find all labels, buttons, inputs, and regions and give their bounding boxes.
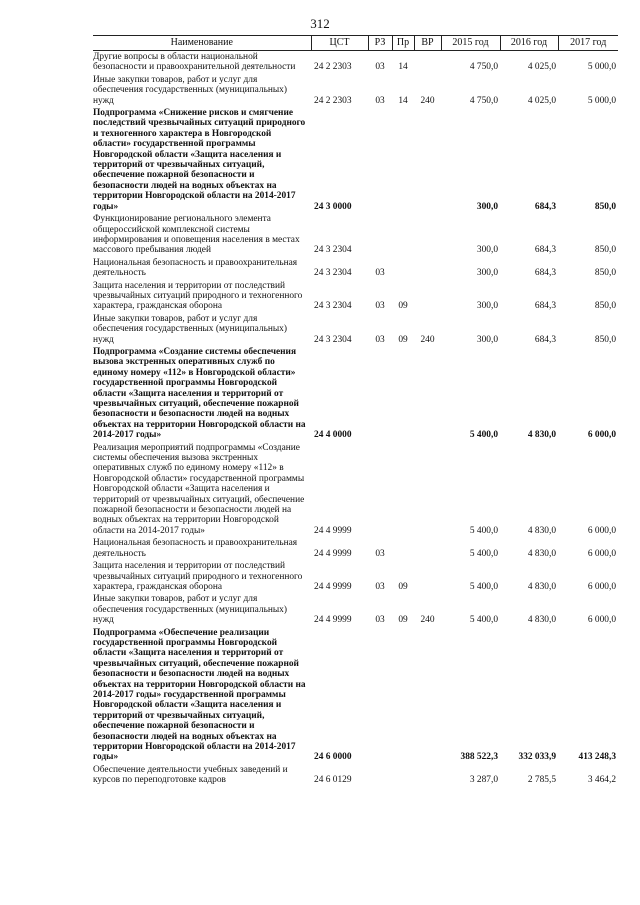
row-vr bbox=[414, 764, 441, 787]
row-pr: 14 bbox=[398, 95, 408, 106]
table-row bbox=[93, 257, 618, 280]
row-vr bbox=[414, 257, 441, 280]
row-pr: 09 bbox=[398, 301, 408, 312]
row-name: Реализация мероприятий подпрограммы «Создание системы обеспечения вызова экстренных оперативных служб по единому номеру «112» в Новгородской области» государственной программы Новгородской области «Защита населения и территорий от чрезвычайных ситуаций, обеспечение пожарной безопасности и безопасности людей на водных объектах на территории Новгородской области на 2014-2017 годы» bbox=[93, 442, 305, 536]
header-2015: 2015 год bbox=[441, 36, 500, 51]
row-pr: 09 bbox=[398, 615, 408, 626]
row-2016: 4 830,0 bbox=[527, 615, 556, 626]
row-rz: 03 bbox=[375, 268, 385, 279]
row-cst: 24 3 2304 bbox=[314, 268, 352, 279]
row-vr bbox=[414, 107, 441, 213]
row-pr bbox=[392, 537, 414, 560]
table-row bbox=[93, 537, 618, 560]
row-vr bbox=[414, 51, 441, 74]
row-vr bbox=[414, 442, 441, 538]
row-2015: 5 400,0 bbox=[469, 615, 498, 626]
row-2017: 413 248,3 bbox=[578, 752, 616, 763]
row-2015: 388 522,3 bbox=[460, 752, 498, 763]
header-2017: 2017 год bbox=[558, 36, 618, 51]
table-row bbox=[93, 107, 618, 213]
row-2015: 4 750,0 bbox=[469, 62, 498, 73]
row-cst: 24 3 2304 bbox=[314, 334, 352, 345]
row-name: Защита населения и территории от последствий чрезвычайных ситуаций природного и техногенного характера, гражданская оборона bbox=[93, 280, 303, 312]
row-pr bbox=[392, 257, 414, 280]
table-row bbox=[93, 313, 618, 346]
table-row bbox=[93, 51, 618, 74]
row-2017: 850,0 bbox=[594, 301, 616, 312]
row-name: Защита населения и территории от последствий чрезвычайных ситуаций природного и техногенного характера, гражданская оборона bbox=[93, 561, 303, 592]
table-body bbox=[93, 51, 618, 787]
row-pr bbox=[392, 213, 414, 257]
row-2016: 2 785,5 bbox=[527, 775, 556, 786]
row-name: Иные закупки товаров, работ и услуг для обеспечения государственных (муниципальных) нужд bbox=[93, 74, 287, 106]
page-number: 312 bbox=[310, 16, 330, 31]
row-pr bbox=[392, 107, 414, 213]
row-name: Функционирование регионального элемента общероссийской комплексной системы информирования и оповещения населения в местах массового пребывания людей bbox=[93, 214, 300, 256]
row-cst: 24 4 9999 bbox=[314, 615, 352, 626]
row-2015: 300,0 bbox=[476, 201, 498, 212]
header-vr: ВР bbox=[414, 36, 441, 51]
row-cst: 24 4 9999 bbox=[314, 548, 352, 559]
table-row bbox=[93, 442, 618, 538]
row-rz bbox=[368, 213, 392, 257]
row-pr bbox=[392, 764, 414, 787]
row-rz bbox=[368, 107, 392, 213]
row-name: Иные закупки товаров, работ и услуг для обеспечения государственных (муниципальных) нужд bbox=[93, 594, 287, 626]
row-2017: 6 000,0 bbox=[587, 430, 616, 441]
row-2015: 300,0 bbox=[476, 245, 498, 256]
table-row bbox=[93, 213, 618, 257]
table-row bbox=[93, 74, 618, 107]
row-pr bbox=[392, 442, 414, 538]
row-cst: 24 3 2304 bbox=[314, 301, 352, 312]
row-2017: 6 000,0 bbox=[587, 525, 616, 536]
row-vr: 240 bbox=[420, 334, 435, 345]
row-rz: 03 bbox=[375, 334, 385, 345]
row-2017: 5 000,0 bbox=[587, 62, 616, 73]
table-row bbox=[93, 560, 618, 593]
row-2017: 6 000,0 bbox=[587, 615, 616, 626]
row-name: Другие вопросы в области национальной безопасности и правоохранительной деятельности bbox=[93, 52, 296, 73]
row-vr bbox=[414, 346, 441, 442]
row-rz: 03 bbox=[375, 301, 385, 312]
row-2017: 6 000,0 bbox=[587, 581, 616, 592]
row-rz: 03 bbox=[375, 581, 385, 592]
row-cst: 24 2 2303 bbox=[314, 62, 352, 73]
table-row bbox=[93, 764, 618, 787]
row-name: Иные закупки товаров, работ и услуг для обеспечения государственных (муниципальных) нужд bbox=[93, 313, 287, 345]
row-2015: 300,0 bbox=[476, 268, 498, 279]
row-2016: 684,3 bbox=[534, 245, 556, 256]
row-2016: 332 033,9 bbox=[518, 752, 556, 763]
header-name: Наименование bbox=[93, 36, 311, 51]
row-2016: 4 025,0 bbox=[527, 95, 556, 106]
table-row bbox=[93, 346, 618, 442]
row-2016: 4 830,0 bbox=[527, 430, 556, 441]
row-rz: 03 bbox=[375, 62, 385, 73]
row-2016: 684,3 bbox=[534, 301, 556, 312]
row-cst: 24 6 0000 bbox=[314, 752, 352, 763]
row-cst: 24 6 0129 bbox=[314, 775, 352, 786]
row-rz: 03 bbox=[375, 548, 385, 559]
row-2015: 300,0 bbox=[476, 334, 498, 345]
row-vr bbox=[414, 560, 441, 593]
table-row bbox=[93, 280, 618, 313]
table-header-row bbox=[93, 36, 618, 51]
row-cst: 24 4 9999 bbox=[314, 581, 352, 592]
row-rz bbox=[368, 346, 392, 442]
row-cst: 24 4 9999 bbox=[314, 525, 352, 536]
row-2016: 4 025,0 bbox=[527, 62, 556, 73]
row-2017: 850,0 bbox=[594, 334, 616, 345]
row-rz: 03 bbox=[375, 615, 385, 626]
row-vr: 240 bbox=[420, 615, 435, 626]
row-2015: 4 750,0 bbox=[469, 95, 498, 106]
row-2015: 5 400,0 bbox=[469, 525, 498, 536]
row-name: Подпрограмма «Обеспечение реализации государственной программы Новгородской области «Защита населения и территорий от чрезвычайных ситуаций, обеспечение пожарной безопасности и безопасности людей на водных объектах на территории Новгородской области на 2014-2017 годы» государственной программы Новгородской области «Защита населения и территорий от чрезвычайных ситуаций, обеспечение пожарной безопасности и безопасности людей на водных объектах на территории Новгородской области на 2014-2017 годы» bbox=[93, 627, 306, 763]
table-row bbox=[93, 593, 618, 626]
row-vr bbox=[414, 627, 441, 764]
row-2017: 850,0 bbox=[594, 245, 616, 256]
row-2016: 684,3 bbox=[534, 268, 556, 279]
row-cst: 24 3 0000 bbox=[314, 201, 352, 212]
row-cst: 24 4 0000 bbox=[314, 430, 352, 441]
table-row bbox=[93, 627, 618, 764]
row-cst: 24 2 2303 bbox=[314, 95, 352, 106]
header-cst: ЦСТ bbox=[311, 36, 368, 51]
row-2017: 850,0 bbox=[594, 201, 616, 212]
row-2016: 4 830,0 bbox=[527, 581, 556, 592]
row-rz bbox=[368, 764, 392, 787]
row-2016: 4 830,0 bbox=[527, 548, 556, 559]
header-2016: 2016 год bbox=[500, 36, 558, 51]
row-rz: 03 bbox=[375, 95, 385, 106]
header-pr: Пр bbox=[392, 36, 414, 51]
row-cst: 24 3 2304 bbox=[314, 245, 352, 256]
row-pr bbox=[392, 627, 414, 764]
row-vr: 240 bbox=[420, 95, 435, 106]
row-2015: 5 400,0 bbox=[469, 581, 498, 592]
row-name: Обеспечение деятельности учебных заведений и курсов по переподготовке кадров bbox=[93, 764, 288, 786]
row-2015: 5 400,0 bbox=[469, 430, 498, 441]
row-vr bbox=[414, 537, 441, 560]
row-2017: 850,0 bbox=[594, 268, 616, 279]
row-2017: 5 000,0 bbox=[587, 95, 616, 106]
header-rz: РЗ bbox=[368, 36, 392, 51]
row-2016: 4 830,0 bbox=[527, 525, 556, 536]
row-vr bbox=[414, 280, 441, 313]
row-2015: 5 400,0 bbox=[469, 548, 498, 559]
row-name: Национальная безопасность и правоохранительная деятельность bbox=[93, 257, 298, 279]
row-rz bbox=[368, 442, 392, 538]
budget-table bbox=[93, 35, 618, 787]
row-pr: 09 bbox=[398, 581, 408, 592]
row-pr: 14 bbox=[398, 62, 408, 73]
row-name: Подпрограмма «Снижение рисков и смягчение последствий чрезвычайных ситуаций природного и техногенного характера в Новгородской области» государственной программы Новгородской области «Защита населения и территорий от чрезвычайных ситуаций, обеспечение пожарной безопасности и безопасности людей на водных объектах на территории Новгородской области на 2014-2017 годы» bbox=[93, 108, 306, 212]
row-name: Подпрограмма «Создание системы обеспечения вызова экстренных оперативных служб по единому номеру «112» в Новгородской области» государственной программы Новгородской области «Защита населения и территорий от чрезвычайных ситуаций, обеспечение пожарной безопасности и безопасности людей на водных объектах на территории Новгородской области на 2014-2017 годы» bbox=[93, 346, 306, 441]
row-2015: 300,0 bbox=[476, 301, 498, 312]
row-2015: 3 287,0 bbox=[469, 775, 498, 786]
row-pr: 09 bbox=[398, 334, 408, 345]
row-name: Национальная безопасность и правоохранительная деятельность bbox=[93, 538, 298, 559]
row-2017: 6 000,0 bbox=[587, 548, 616, 559]
row-vr bbox=[414, 213, 441, 257]
row-2016: 684,3 bbox=[534, 201, 556, 212]
row-rz bbox=[368, 627, 392, 764]
row-pr bbox=[392, 346, 414, 442]
row-2017: 3 464,2 bbox=[587, 775, 616, 786]
row-2016: 684,3 bbox=[534, 334, 556, 345]
